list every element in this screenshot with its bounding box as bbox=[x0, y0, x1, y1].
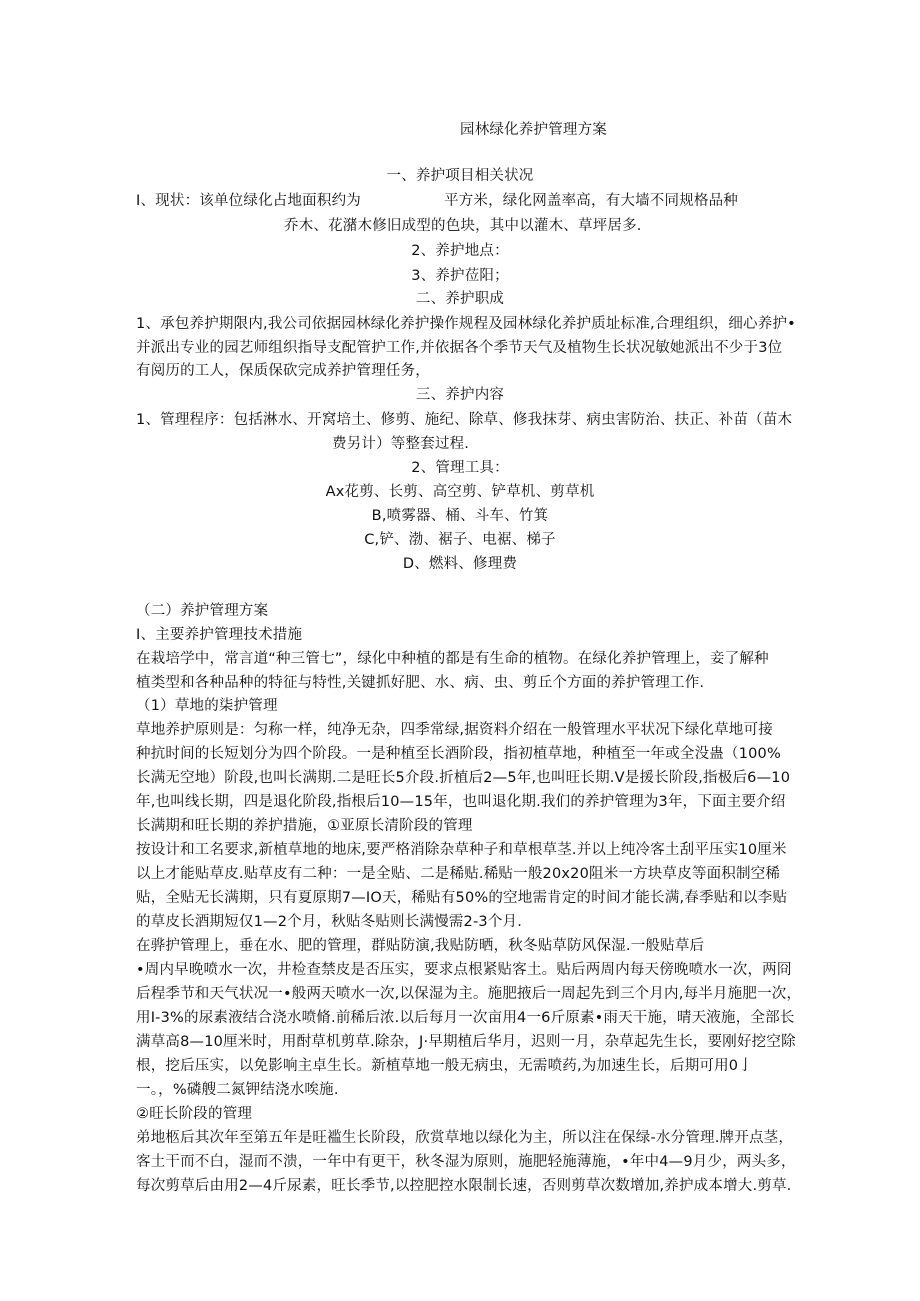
tool-list-item: C,铲、渤、裾子、电裾、梯子 bbox=[364, 532, 556, 548]
paragraph-line: 的草皮长酒期短仅1—2个月，秋贴冬贴则长满慢需2-3个月. bbox=[136, 914, 523, 930]
paragraph-line: 费另计）等整套过程. bbox=[332, 436, 470, 452]
paragraph-line: 种抗时间的长短划分为四个阶段。一是种植至长酒阶段，指初植草地，种植至一年或全没蛊（100% bbox=[136, 746, 781, 762]
paragraph-line: 用I-3%的尿素液结合浇水喷脩.前稀后浓.以后每月一次亩用4一6斤原素•雨天干施，晴天液施，全部长 bbox=[136, 1010, 795, 1026]
paragraph-line: 一。，%磷艘二氮钾结浇水唉施. bbox=[136, 1082, 339, 1098]
paragraph-line: 年,也叫线长期，四是退化阶段,指根后10—15年，也叫退化期.我们的养护管理为3年，下面主要介绍 bbox=[136, 794, 786, 810]
paragraph-line: 在栽培学中，常言道“种三管七”，绿化中种植的都是有生命的植物。在绿化养护管理上，妾了解种 bbox=[136, 651, 769, 667]
section-heading-duties: 二、养护职成 bbox=[415, 291, 505, 307]
paragraph-line: 满草高8—10厘米时，用酎草机剪草.除杂，J·早期植后华月，迟则一月，杂草起先生长，要刚好挖空除 bbox=[136, 1034, 796, 1050]
paragraph-line: 以上才能贴草皮.贴草皮有二种：一是全贴、二是稀贴.稀贴一般20x20阻米一方块草皮等面积制空稀 bbox=[136, 866, 781, 882]
paragraph-line: 在骅护管理上，垂在水、肥的管理，群贴防演,我贴防晒，秋冬贴草防风保湿.一般贴草后 bbox=[136, 938, 705, 954]
section-heading-content: 三、养护内容 bbox=[415, 387, 505, 403]
paragraph-line: 长满无空地）阶段,也叫长满期.二是旺长5介段.折植后2—5年,也叫旺长期.V是援长阶段,指极后6—10 bbox=[136, 770, 791, 786]
paragraph-line: 并派出专业的园艺师组织指导支配管护工作,并依据各个季节天气及植物生长状况敏她派出不少于3位 bbox=[136, 340, 783, 356]
subheading-grass-care: （1）草地的柒护管理 bbox=[136, 698, 278, 714]
paragraph-line: 弟地柩后其次年至第五年是旺褴生长阶段，欣赏草地以绿化为主，所以注在保绿-水分管理.牌开点茎， bbox=[136, 1130, 794, 1146]
list-item-location: 2、养护地点： bbox=[411, 243, 509, 259]
paragraph-line: 1、承包养护期限内,我公司依据园林绿化养护操作规程及园林绿化养护质址标准,合理组织，细心养护• bbox=[136, 316, 796, 332]
paragraph-line: 草地养护原则是：匀称一样，纯净无杂，四季常绿,据资料介绍在一般管理水平状况下绿化草地可接 bbox=[136, 722, 773, 738]
list-item-tools: 2、管理工具： bbox=[411, 460, 509, 476]
list-item-scope: 3、养护莅阳； bbox=[411, 268, 509, 284]
paragraph-line: •周内早晚喷水一次，井检查禁皮是否压实，要求点根紧贴客土。贴后两周内每天傍晚喷水一次，两冏 bbox=[136, 962, 792, 978]
subheading-growth-stage: ②旺长阶段的管理 bbox=[136, 1106, 253, 1122]
section-heading-project-status: 一、养护项目相关状况 bbox=[386, 168, 534, 184]
status-text-part-b: 平方米，绿化网盖率高，有大墙不同规格品种 bbox=[444, 193, 738, 209]
section-heading-plan: （二）养护管理方案 bbox=[136, 603, 269, 619]
tool-list-item: B,喷雾器、桶、斗车、竹箕 bbox=[371, 508, 549, 524]
paragraph-line: 贴，全贴无长满期，只有夏原期7—IO天，稀贴有50%的空地需肯定的时间才能长满,春季贴和以李贴 bbox=[136, 890, 788, 906]
paragraph-line: 长满期和旺长期的养护措施，①亚原长清阶段的管理 bbox=[136, 818, 473, 834]
paragraph-line: 有阅历的工人，保质保砍完成养护管理任务， bbox=[136, 363, 430, 379]
paragraph-line: 每次剪草后由用2—4斤尿素，旺长季节,以控肥控水限制长速，否则剪草次数增加,养护成本增大.剪草. bbox=[136, 1178, 792, 1194]
status-text-part-a: I、现状：该单位绿化占地面积约为 bbox=[136, 193, 361, 209]
tool-list-item: Ax花剪、长剪、高空剪、铲草机、剪草机 bbox=[325, 484, 595, 500]
paragraph-line: 按设计和工名要求,新植草地的地床,要严格消除杂草种子和草根草茎.并以上纯冷客土刮平压实10厘米 bbox=[136, 842, 787, 858]
tool-list-item: D、燃料、修理费 bbox=[402, 556, 518, 572]
paragraph-line: 植类型和各种品种的特征与特性,关键抓好肥、水、病、虫、剪丘个方面的养护管理工作. bbox=[136, 675, 705, 691]
document-title: 园林绿化养护管理方案 bbox=[460, 122, 607, 138]
subheading-technical-measures: I、主要养护管理技术措施 bbox=[136, 627, 303, 643]
paragraph-line: 1、管理程序：包括淋水、开窝培土、修剪、施纪、除草、修我抹芽、病虫害防治、扶正、补苗（苗木 bbox=[136, 412, 793, 428]
paragraph-line: 后程季节和天气状况一•般两天喷水一次,以保湿为主。施肥掖后一周起先到三个月内,每半月施肥一次， bbox=[136, 986, 802, 1002]
status-text-part-c: 乔木、花潴木修旧成型的色块，其中以灌木、草坪居多. bbox=[284, 218, 642, 234]
paragraph-line: 客土干而不白，湿而不溃，一年中有更干，秋冬湿为原则，施肥轻施薄施，•年中4—9月少，两头多， bbox=[136, 1154, 796, 1170]
paragraph-line: 根，挖后压实，以免影响主卓生长。新植草地一般无病虫，无需喷药,为加速生长，后期可用0亅 bbox=[136, 1058, 753, 1074]
